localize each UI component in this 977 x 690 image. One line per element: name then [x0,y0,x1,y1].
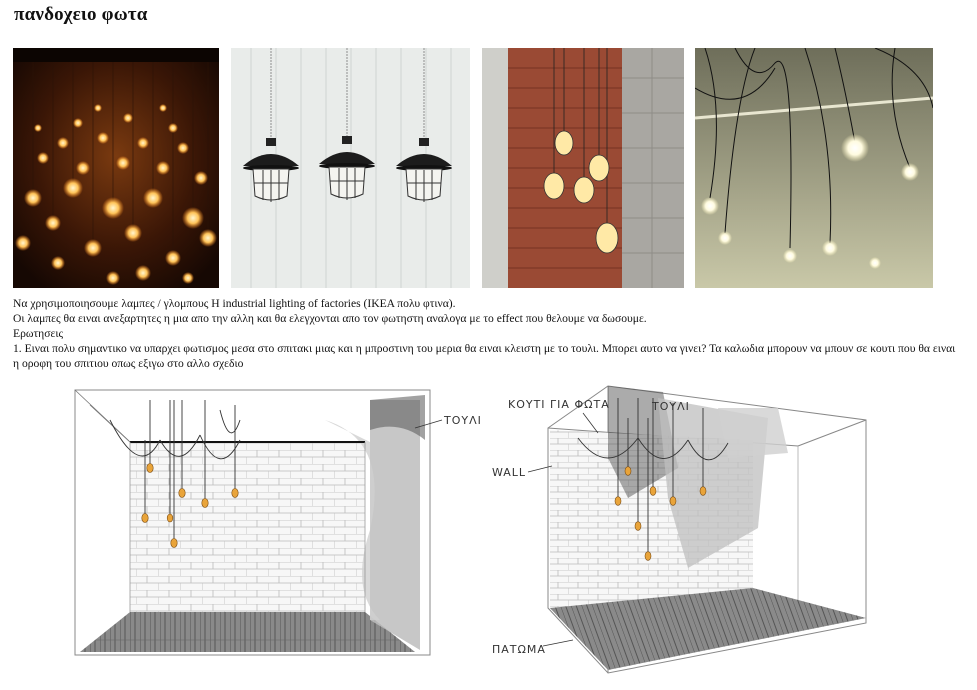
note-line-3: Ερωτησεις [13,327,64,340]
photo-bare-bulbs-cords [695,48,933,288]
photo-industrial-pendants [231,48,470,288]
label-tulle: ΤΟΥΛΙ [652,400,690,413]
sketch-perspective-view [488,378,888,678]
label-wall: WALL [492,466,527,479]
sketch-front-view [70,380,490,670]
label-tulle: ΤΟΥΛΙ [444,414,482,427]
note-line-2: Οι λαμπες θα ειναι ανεξαρτητες η μια απο την αλλη και θα ελεγχονται απο τον φωτηστη αναλογα με το effect που θελουμε να δωσουμε. [13,312,647,325]
label-cables-box: ΚΟΥΤΙ ΓΙΑ ΦΩΤΑ [508,398,610,411]
photo-brick-wall-bulbs [482,48,684,288]
notes-text [13,296,963,371]
label-floor: ΠΑΤΩΜΑ [492,643,546,656]
note-line-5: η οροφη του σπιτιου οπως εξιγω στο αλλο σχεδιο [13,357,244,370]
note-line-4: 1. Ειναι πολυ σημαντικο να υπαρχει φωτισμος μεσα στο σπιτακι μιας και η μπροστινη του μερια θα ειναι κλειστη με το τουλι. Μπορει αυτο να γινει? Τα καλωδια μπορουν να μπουν σε κουτι που θα ειναι [13,342,956,355]
note-line-1: Να χρησιμοποιησουμε λαμπες / γλομπους Η industrial lighting of factories (IKEA πολυ φτινα). [13,297,456,310]
page-title: πανδοχειο φωτα [14,4,148,25]
photo-warm-bulbs [13,48,219,288]
